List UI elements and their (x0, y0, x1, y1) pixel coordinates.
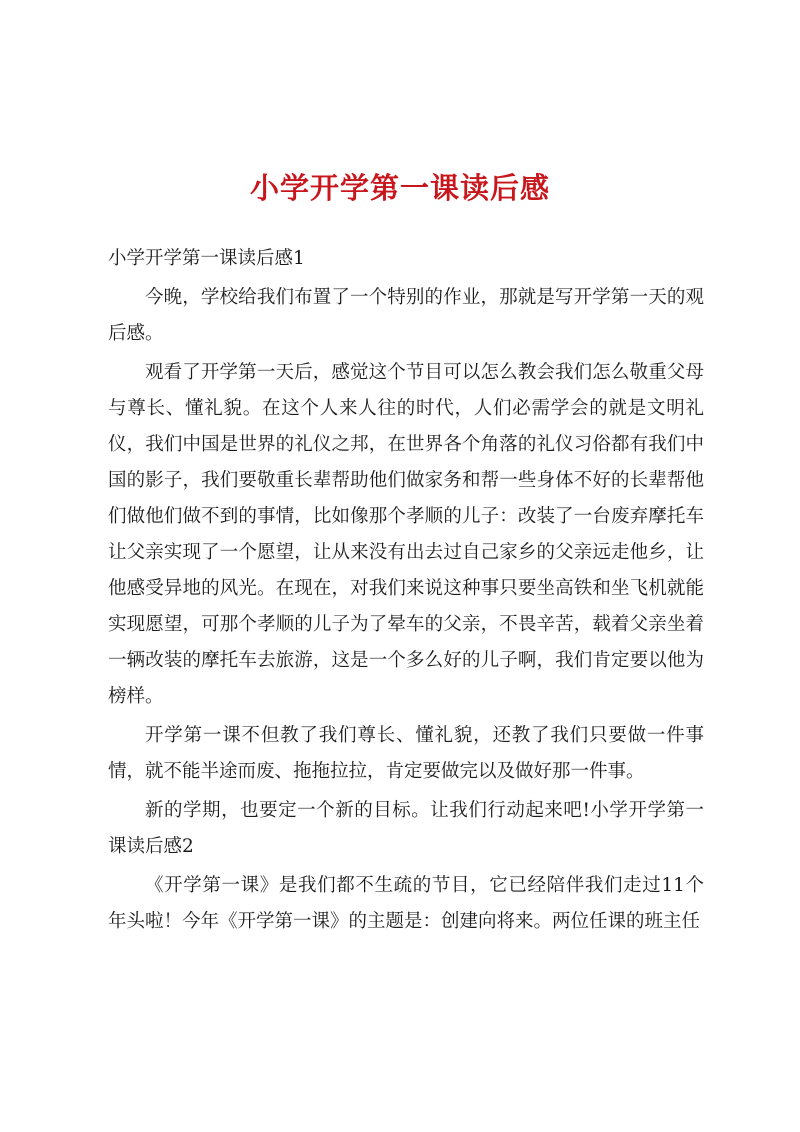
paragraph: 开学第一课不但教了我们尊长、懂礼貌，还教了我们只要做一件事情，就不能半途而废、拖拖拉拉，肯定要做完以及做好那一件事。 (108, 725, 704, 782)
document-title: 小学开学第一课读后感 (249, 171, 550, 205)
section-heading-1: 小学开学第一课读后感1 (108, 248, 305, 269)
paragraph: 《开学第一课》是我们都不生疏的节目，它已经陪伴我们走过11个年头啦！今年《开学第一课》的主题是：创建向将来。两位任课的班主任 (108, 875, 704, 932)
paragraph: 观看了开学第一天后，感觉这个节目可以怎么教会我们怎么敬重父母与尊长、懂礼貌。在这个人来人往的时代，人们必需学会的就是文明礼仪，我们中国是世界的礼仪之邦，在世界各个角落的礼仪习俗都有我们中国的影子，我们要敬重长辈帮助他们做家务和帮一些身体不好的长辈帮他们做他们做不到的事情，比如像那个孝顺的儿子：改装了一台废弃摩托车让父亲实现了一个愿望，让从来没有出去过自己家乡的父亲远走他乡，让他感受异地的风光。在现在，对我们来说这种事只要坐高铁和坐飞机就能实现愿望，可那个孝顺的儿子为了晕车的父亲，不畏辛苦，载着父亲坐着一辆改装的摩托车去旅游，这是一个多么好的儿子啊，我们肯定要以他为榜样。 (108, 362, 704, 707)
paragraph: 新的学期，也要定一个新的目标。让我们行动起来吧!小学开学第一课读后感2 (108, 800, 704, 857)
paragraph: 今晚，学校给我们布置了一个特别的作业，那就是写开学第一天的观后感。 (108, 287, 704, 344)
document-body (108, 241, 704, 943)
